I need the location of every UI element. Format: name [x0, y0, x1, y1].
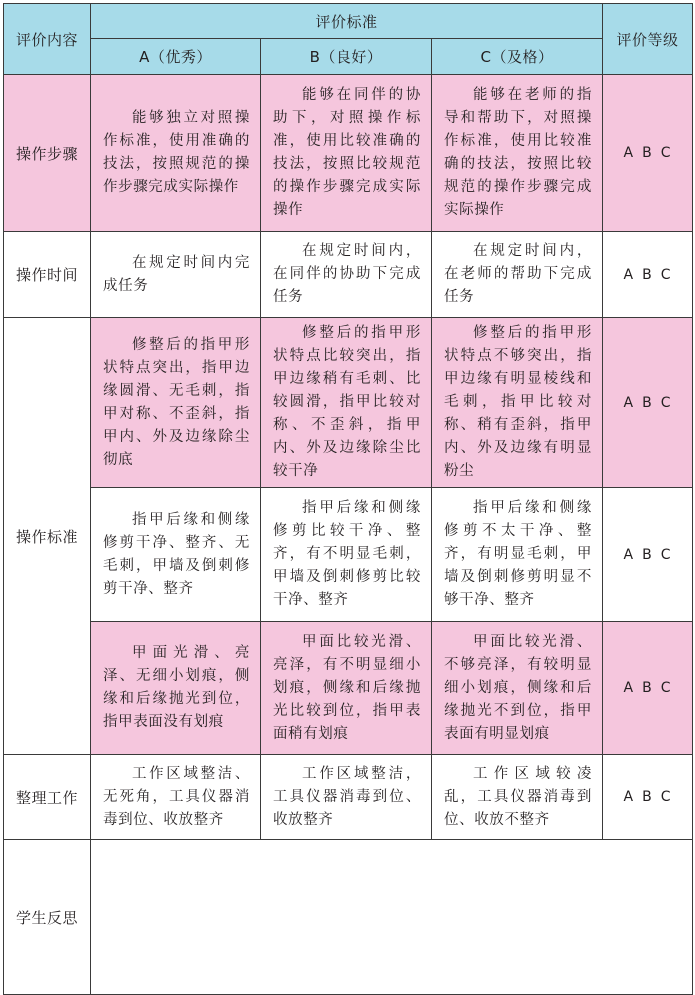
grade-b[interactable]: B — [642, 546, 653, 563]
reflection-label: 学生反思 — [4, 840, 91, 995]
header-col-b: B（良好） — [261, 39, 432, 75]
grade-b[interactable]: B — [642, 145, 653, 161]
grade-options — [603, 318, 693, 488]
grade-options — [603, 75, 693, 232]
row-label: 整理工作 — [4, 755, 91, 840]
criteria-a: 能够独立对照操作标准，使用准确的技法，按照规范的操作步骤完成实际操作 — [91, 75, 261, 232]
criteria-b: 指甲后缘和侧缘修剪比较干净、整齐，有不明显毛刺，甲墙及倒刺修剪比较干净、整齐 — [261, 488, 432, 622]
row-operation-standard-2 — [4, 488, 693, 622]
row-label: 操作标准 — [4, 318, 91, 755]
grade-a[interactable]: A — [623, 680, 635, 696]
header-col-a: A（优秀） — [91, 39, 261, 75]
criteria-b: 修整后的指甲形状特点比较突出，指甲边缘稍有毛刺、比较圆滑，指甲比较对称、不歪斜，指甲内、外及边缘除尘比较干净 — [261, 318, 432, 488]
criteria-c: 修整后的指甲形状特点不够突出，指甲边缘有明显棱线和毛刺，指甲比较对称、稍有歪斜，指甲内、外及边缘有明显粉尘 — [432, 318, 603, 488]
header-grade: 评价等级 — [603, 4, 693, 75]
evaluation-table — [3, 3, 693, 995]
criteria-b: 能够在同伴的协助下，对照操作标准，使用比较准确的技法，按照比较规范的操作步骤完成实际操作 — [261, 75, 432, 232]
grade-options — [603, 622, 693, 755]
criteria-a: 在规定时间内完成任务 — [91, 232, 261, 318]
row-student-reflection — [4, 840, 693, 995]
criteria-c: 能够在老师的指导和帮助下，对照操作标准，使用比较准确的技法，按照比较规范的操作步骤完成实际操作 — [432, 75, 603, 232]
grade-c[interactable]: C — [660, 789, 672, 805]
criteria-a: 修整后的指甲形状特点突出，指甲边缘圆滑、无毛刺，指甲对称、不歪斜，指甲内、外及边缘除尘彻底 — [91, 318, 261, 488]
criteria-b: 在规定时间内，在同伴的协助下完成任务 — [261, 232, 432, 318]
criteria-c: 工作区域较凌乱，工具仪器消毒到位、收放不整齐 — [432, 755, 603, 840]
grade-a[interactable]: A — [623, 546, 635, 563]
grade-c[interactable]: C — [660, 546, 672, 563]
grade-options — [603, 755, 693, 840]
grade-c[interactable]: C — [660, 394, 672, 411]
row-label: 操作步骤 — [4, 75, 91, 232]
criteria-b: 工作区域整洁，工具仪器消毒到位、收放整齐 — [261, 755, 432, 840]
header-content: 评价内容 — [4, 4, 91, 75]
grade-c[interactable]: C — [660, 145, 672, 161]
grade-b[interactable]: B — [642, 394, 653, 411]
criteria-a: 甲面光滑、亮泽、无细小划痕，侧缘和后缘抛光到位，指甲表面没有划痕 — [91, 622, 261, 755]
grade-c[interactable]: C — [660, 680, 672, 696]
grade-options — [603, 232, 693, 318]
criteria-b: 甲面比较光滑、亮泽，有不明显细小划痕，侧缘和后缘抛光比较到位，指甲表面稍有划痕 — [261, 622, 432, 755]
grade-b[interactable]: B — [642, 680, 653, 696]
header-standard: 评价标准 — [91, 4, 603, 39]
grade-c[interactable]: C — [660, 266, 672, 283]
grade-options — [603, 488, 693, 622]
row-tidy-up — [4, 755, 693, 840]
grade-b[interactable]: B — [642, 266, 653, 283]
grade-a[interactable]: A — [623, 789, 635, 805]
grade-b[interactable]: B — [642, 789, 653, 805]
row-operation-standard-1 — [4, 318, 693, 488]
grade-a[interactable]: A — [623, 394, 635, 411]
header-col-c: C（及格） — [432, 39, 603, 75]
row-operation-standard-3 — [4, 622, 693, 755]
criteria-c: 在规定时间内，在老师的帮助下完成任务 — [432, 232, 603, 318]
reflection-field[interactable] — [91, 840, 693, 995]
grade-a[interactable]: A — [623, 145, 635, 161]
row-label: 操作时间 — [4, 232, 91, 318]
row-operation-steps — [4, 75, 693, 232]
row-operation-time — [4, 232, 693, 318]
criteria-c: 指甲后缘和侧缘修剪不太干净、整齐，有明显毛刺，甲墙及倒刺修剪明显不够干净、整齐 — [432, 488, 603, 622]
criteria-c: 甲面比较光滑、不够亮泽，有较明显细小划痕，侧缘和后缘抛光不到位，指甲表面有明显划痕 — [432, 622, 603, 755]
criteria-a: 工作区域整洁、无死角，工具仪器消毒到位、收放整齐 — [91, 755, 261, 840]
grade-a[interactable]: A — [623, 266, 635, 283]
criteria-a: 指甲后缘和侧缘修剪干净、整齐、无毛刺，甲墙及倒刺修剪干净、整齐 — [91, 488, 261, 622]
